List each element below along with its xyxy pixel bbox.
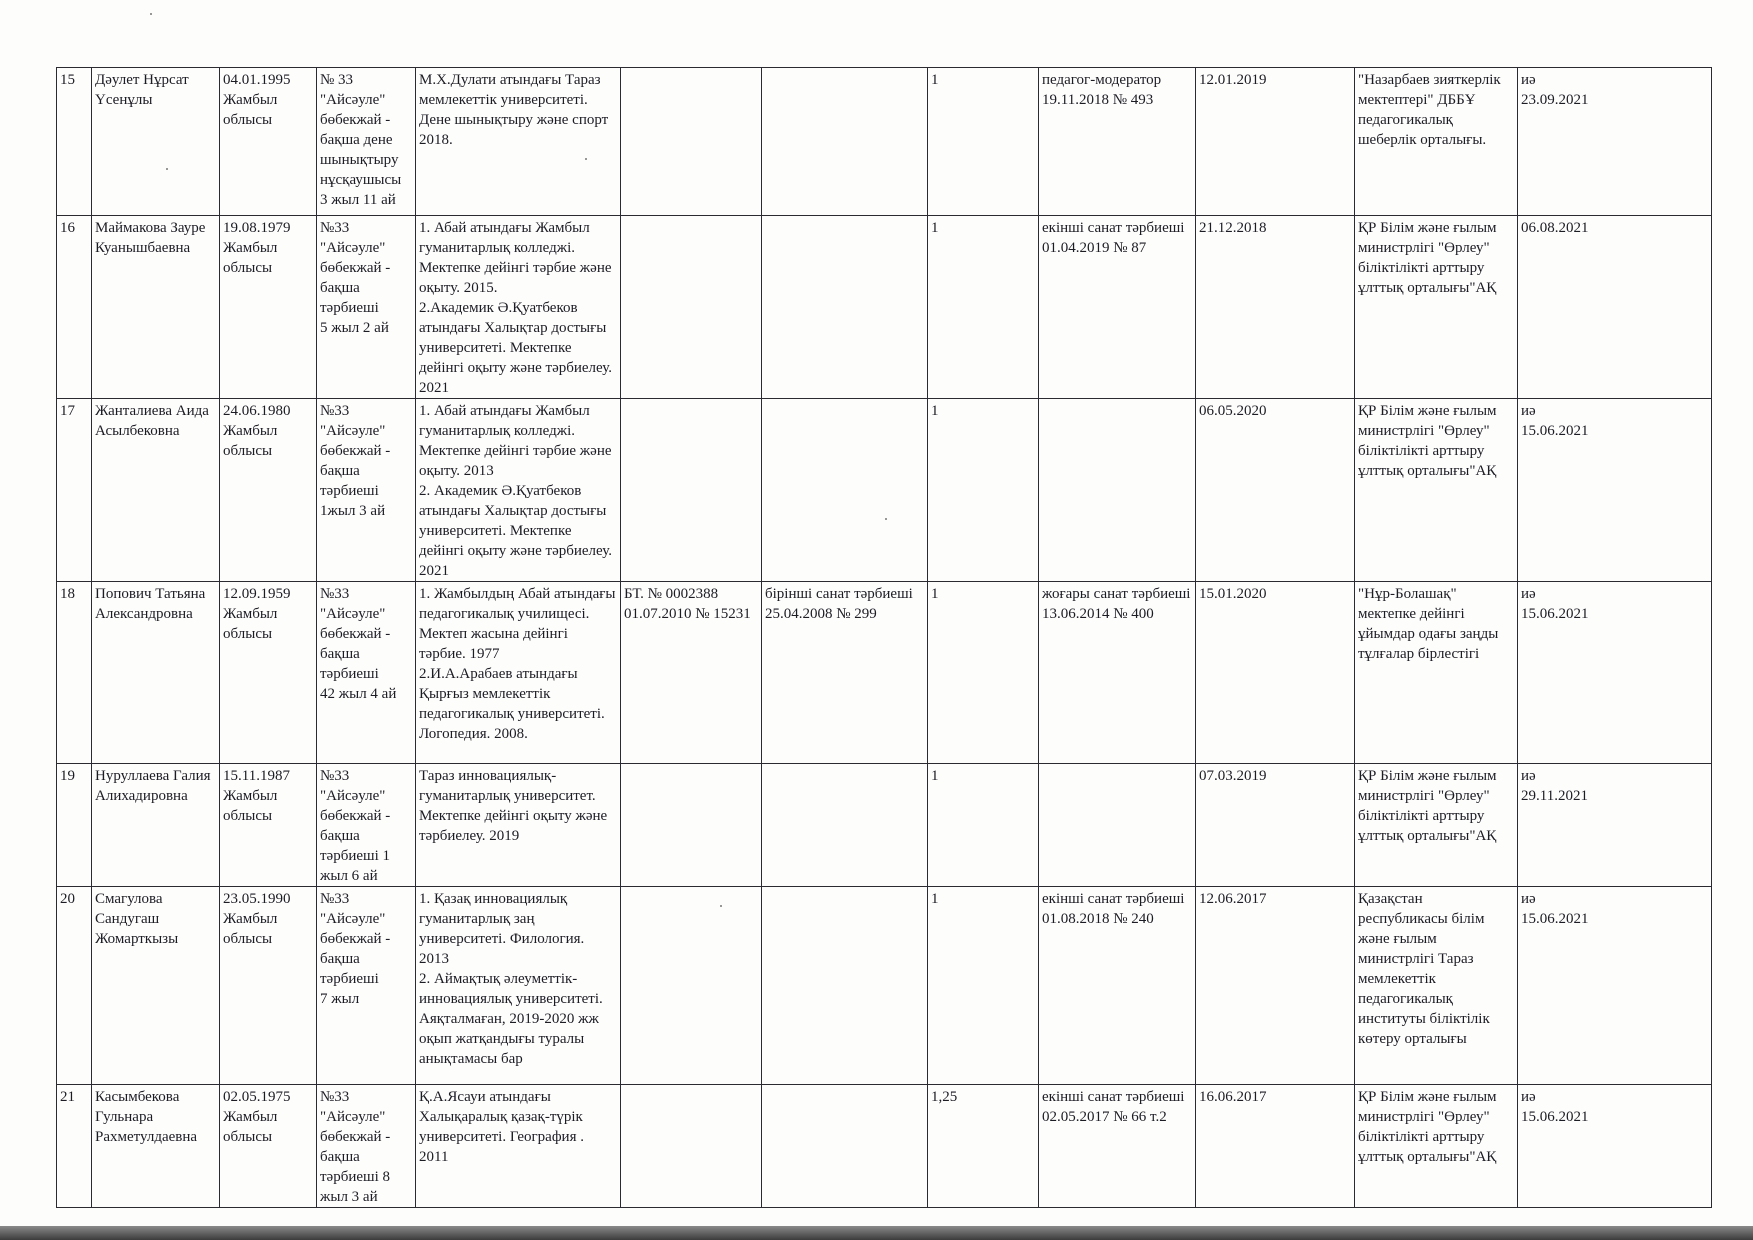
diploma-info-cell [621, 68, 762, 216]
qualification-category-cell: екінші санат тәрбиеші 02.05.2017 № 66 т.2 [1039, 1085, 1196, 1208]
scan-speck [150, 13, 152, 15]
attestation-date-cell: 06.05.2020 [1196, 399, 1355, 582]
attestation-date-cell: 12.01.2019 [1196, 68, 1355, 216]
workload-cell: 1 [928, 399, 1039, 582]
scan-speck [885, 518, 887, 520]
birth-info-cell: 04.01.1995 Жамбыл облысы [220, 68, 317, 216]
row-number-cell: 15 [57, 68, 92, 216]
training-status-cell: иә 29.11.2021 [1518, 764, 1712, 887]
diploma-info-cell [621, 764, 762, 887]
full-name-cell: Смагулова Сандугаш Жомарткызы [92, 887, 220, 1085]
qualification-category-cell: жоғары санат тәрбиеші 13.06.2014 № 400 [1039, 582, 1196, 764]
training-organization-cell: ҚР Білім және ғылым министрлігі "Өрлеу" біліктілікті арттыру ұлттық орталығы"АҚ [1355, 399, 1518, 582]
row-number-cell: 19 [57, 764, 92, 887]
table-row [57, 68, 1712, 216]
training-organization-cell: Қазақстан республикасы білім және ғылым министрлігі Тараз мемлекеттік педагогикалық институты біліктілік көтеру орталығы [1355, 887, 1518, 1085]
table-row [57, 582, 1712, 764]
row-number-cell: 18 [57, 582, 92, 764]
scan-speck [166, 168, 168, 170]
table-body [57, 68, 1712, 1208]
full-name-cell: Нуруллаева Галия Алихадировна [92, 764, 220, 887]
training-organization-cell: ҚР Білім және ғылым министрлігі "Өрлеу" біліктілікті арттыру ұлттық орталығы"АҚ [1355, 764, 1518, 887]
table-row [57, 1085, 1712, 1208]
qualification-category-cell [1039, 764, 1196, 887]
scan-speck [720, 905, 722, 907]
workload-cell: 1,25 [928, 1085, 1039, 1208]
attestation-date-cell: 07.03.2019 [1196, 764, 1355, 887]
table-row [57, 764, 1712, 887]
education-info-cell: 1. Абай атындағы Жамбыл гуманитарлық колледжі. Мектепке дейінгі тәрбие және оқыту. 2013 2. Академик Ә.Қуатбеков атындағы Халықтар достығы университеті. Мектепке дейінгі оқыту және тәрбиелеу. 2021 [416, 399, 621, 582]
qualification-category-cell: екінші санат тәрбиеші 01.04.2019 № 87 [1039, 216, 1196, 399]
previous-category-cell [762, 216, 928, 399]
workload-cell: 1 [928, 582, 1039, 764]
diploma-info-cell [621, 216, 762, 399]
row-number-cell: 17 [57, 399, 92, 582]
row-number-cell: 16 [57, 216, 92, 399]
birth-info-cell: 02.05.1975 Жамбыл облысы [220, 1085, 317, 1208]
training-status-cell: иә 15.06.2021 [1518, 1085, 1712, 1208]
previous-category-cell [762, 399, 928, 582]
attestation-date-cell: 15.01.2020 [1196, 582, 1355, 764]
training-status-cell: иә 15.06.2021 [1518, 399, 1712, 582]
row-number-cell: 21 [57, 1085, 92, 1208]
previous-category-cell [762, 887, 928, 1085]
diploma-info-cell [621, 1085, 762, 1208]
workload-cell: 1 [928, 887, 1039, 1085]
training-organization-cell: ҚР Білім және ғылым министрлігі "Өрлеу" біліктілікті арттыру ұлттық орталығы"АҚ [1355, 1085, 1518, 1208]
previous-category-cell [762, 1085, 928, 1208]
position-info-cell: №33 "Айсәуле" бөбекжай - бақша тәрбиеші 8 жыл 3 ай [317, 1085, 416, 1208]
training-organization-cell: "Нұр-Болашақ" мектепке дейінгі ұйымдар одағы заңды тұлғалар бірлестігі [1355, 582, 1518, 764]
full-name-cell: Дәулет Нұрсат Үсенұлы [92, 68, 220, 216]
previous-category-cell [762, 68, 928, 216]
full-name-cell: Касымбекова Гульнара Рахметулдаевна [92, 1085, 220, 1208]
birth-info-cell: 15.11.1987 Жамбыл облысы [220, 764, 317, 887]
full-name-cell: Жанталиева Аида Асылбековна [92, 399, 220, 582]
diploma-info-cell [621, 887, 762, 1085]
position-info-cell: №33 "Айсәуле" бөбекжай - бақша тәрбиеші 42 жыл 4 ай [317, 582, 416, 764]
scan-bottom-edge [0, 1226, 1753, 1240]
training-status-cell: иә 15.06.2021 [1518, 887, 1712, 1085]
birth-info-cell: 23.05.1990 Жамбыл облысы [220, 887, 317, 1085]
staff-table [56, 67, 1712, 1208]
education-info-cell: 1. Қазақ инновациялық гуманитарлық заң университеті. Филология. 2013 2. Аймақтық әлеуметтік-инновациялық университеті. Аяқталмаған, 2019-2020 жж оқып жатқандығы туралы анықтамасы бар [416, 887, 621, 1085]
education-info-cell: 1. Абай атындағы Жамбыл гуманитарлық колледжі. Мектепке дейінгі тәрбие және оқыту. 2015. 2.Академик Ә.Қуатбеков атындағы Халықтар достығы университеті. Мектепке дейінгі оқыту және тәрбиелеу. 2021 [416, 216, 621, 399]
workload-cell: 1 [928, 68, 1039, 216]
position-info-cell: №33 "Айсәуле" бөбекжай - бақша тәрбиеші 7 жыл [317, 887, 416, 1085]
attestation-date-cell: 16.06.2017 [1196, 1085, 1355, 1208]
position-info-cell: №33 "Айсәуле" бөбекжай - бақша тәрбиеші 1 жыл 6 ай [317, 764, 416, 887]
full-name-cell: Попович Татьяна Александровна [92, 582, 220, 764]
previous-category-cell [762, 764, 928, 887]
training-organization-cell: ҚР Білім және ғылым министрлігі "Өрлеу" біліктілікті арттыру ұлттық орталығы"АҚ [1355, 216, 1518, 399]
education-info-cell: Қ.А.Ясауи атындағы Халықаралық қазақ-түрік университеті. География . 2011 [416, 1085, 621, 1208]
position-info-cell: №33 "Айсәуле" бөбекжай - бақша тәрбиеші 5 жыл 2 ай [317, 216, 416, 399]
education-info-cell: 1. Жамбылдың Абай атындағы педагогикалық училищесі. Мектеп жасына дейінгі тәрбие. 1977 2.И.А.Арабаев атындағы Қырғыз мемлекеттік педагогикалық университеті. Логопедия. 2008. [416, 582, 621, 764]
training-organization-cell: "Назарбаев зияткерлік мектептері" ДББҰ педагогикалық шеберлік орталығы. [1355, 68, 1518, 216]
education-info-cell: Тараз инновациялық-гуманитарлық университет. Мектепке дейінгі оқыту және тәрбиелеу. 2019 [416, 764, 621, 887]
attestation-date-cell: 12.06.2017 [1196, 887, 1355, 1085]
diploma-info-cell [621, 399, 762, 582]
training-status-cell: 06.08.2021 [1518, 216, 1712, 399]
table-row [57, 887, 1712, 1085]
position-info-cell: № 33 "Айсәуле" бөбекжай - бақша дене шынықтыру нұсқаушысы 3 жыл 11 ай [317, 68, 416, 216]
position-info-cell: №33 "Айсәуле" бөбекжай - бақша тәрбиеші 1жыл 3 ай [317, 399, 416, 582]
birth-info-cell: 24.06.1980 Жамбыл облысы [220, 399, 317, 582]
qualification-category-cell: педагог-модератор 19.11.2018 № 493 [1039, 68, 1196, 216]
previous-category-cell: бірінші санат тәрбиеші 25.04.2008 № 299 [762, 582, 928, 764]
training-status-cell: иә 15.06.2021 [1518, 582, 1712, 764]
birth-info-cell: 19.08.1979 Жамбыл облысы [220, 216, 317, 399]
scan-speck [585, 158, 587, 160]
qualification-category-cell: екінші санат тәрбиеші 01.08.2018 № 240 [1039, 887, 1196, 1085]
diploma-info-cell: БТ. № 0002388 01.07.2010 № 15231 [621, 582, 762, 764]
workload-cell: 1 [928, 216, 1039, 399]
qualification-category-cell [1039, 399, 1196, 582]
table-row [57, 216, 1712, 399]
table-row [57, 399, 1712, 582]
training-status-cell: иә 23.09.2021 [1518, 68, 1712, 216]
workload-cell: 1 [928, 764, 1039, 887]
row-number-cell: 20 [57, 887, 92, 1085]
attestation-date-cell: 21.12.2018 [1196, 216, 1355, 399]
education-info-cell: М.Х.Дулати атындағы Тараз мемлекеттік университеті. Дене шынықтыру және спорт 2018. [416, 68, 621, 216]
birth-info-cell: 12.09.1959 Жамбыл облысы [220, 582, 317, 764]
full-name-cell: Маймакова Зауре Куанышбаевна [92, 216, 220, 399]
